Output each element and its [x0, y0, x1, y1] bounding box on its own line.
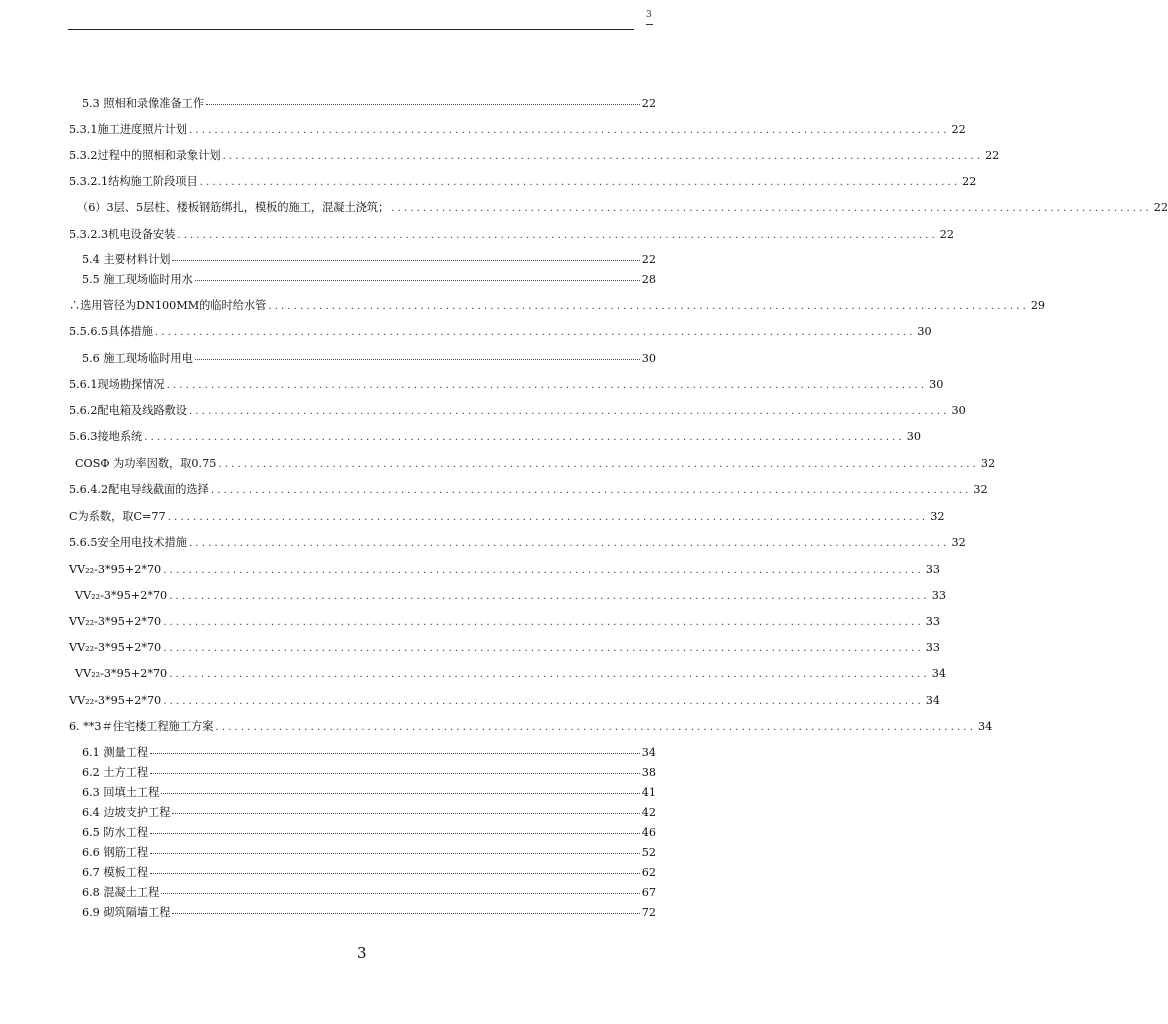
toc-dot-leader: ........................................................................................................................	[167, 511, 929, 523]
toc-entry-label: 5.4 主要材料计划	[82, 253, 171, 266]
toc-dot-leader	[172, 904, 639, 914]
toc-entry-label: 5.6.4.2配电导线截面的选择	[69, 483, 209, 496]
toc-entry[interactable]	[82, 766, 656, 780]
toc-entry-label: 6.4 边坡支护工程	[82, 806, 171, 819]
toc-dot-leader	[150, 844, 640, 854]
toc-dot-leader: ........................................................................................................................	[163, 642, 924, 654]
toc-entry-label: VV₂₂-3*95+2*70	[69, 641, 162, 654]
toc-entry[interactable]	[69, 694, 940, 708]
toc-entry[interactable]	[69, 299, 1046, 313]
toc-dot-leader: ........................................................................................................................	[166, 379, 928, 391]
toc-dot-leader	[150, 744, 640, 754]
toc-entry-page-number: 38	[641, 766, 656, 779]
toc-entry[interactable]	[69, 563, 940, 577]
toc-entry[interactable]	[82, 826, 656, 840]
toc-entry-label: 5.3.1施工进度照片计划	[69, 123, 187, 136]
toc-entry-page-number: 32	[930, 510, 945, 523]
toc-dot-leader	[150, 764, 640, 774]
toc-entry-page-number: 42	[641, 806, 656, 819]
toc-entry[interactable]	[69, 536, 966, 550]
toc-dot-leader: ........................................................................................................................	[163, 695, 924, 707]
toc-entry-page-number: 32	[980, 457, 996, 470]
toc-entry-label: 6.2 土方工程	[82, 766, 149, 779]
toc-entry[interactable]	[82, 846, 656, 860]
header-dash	[646, 24, 653, 25]
toc-dot-leader	[206, 95, 640, 105]
toc-entry-page-number: 22	[951, 123, 966, 136]
toc-entry-page-number: 41	[641, 786, 656, 799]
toc-entry-page-number: 22	[939, 228, 955, 241]
toc-entry-page-number: 30	[951, 404, 966, 417]
toc-dot-leader: ........................................................................................................................	[169, 590, 930, 602]
toc-entry-page-number: 30	[929, 378, 944, 391]
toc-dot-leader: ........................................................................................................................	[268, 300, 1029, 312]
toc-dot-leader: ........................................................................................................................	[144, 431, 905, 443]
toc-entry[interactable]	[69, 641, 940, 655]
toc-entry-label: 5.5.6.5具体措施	[69, 325, 153, 338]
toc-entry-page-number: 33	[925, 563, 940, 576]
toc-entry-label: 5.5 施工现场临时用水	[82, 273, 193, 286]
toc-entry[interactable]	[82, 786, 656, 800]
toc-entry-label: VV₂₂-3*95+2*70	[75, 667, 168, 680]
toc-entry[interactable]	[82, 866, 656, 880]
toc-dot-leader: ........................................................................................................................	[163, 564, 924, 576]
header-page-number: 3	[646, 10, 652, 20]
toc-entry-label: VV₂₂-3*95+2*70	[69, 615, 162, 628]
toc-entry[interactable]	[69, 378, 944, 392]
toc-dot-leader: ........................................................................................................................	[215, 721, 976, 733]
toc-entry-label: 6. **3＃住宅楼工程施工方案	[69, 720, 214, 733]
toc-entry[interactable]	[69, 615, 940, 629]
toc-dot-leader: ........................................................................................................................	[188, 124, 950, 136]
toc-entry[interactable]	[69, 123, 966, 137]
toc-dot-leader	[172, 251, 639, 261]
toc-entry-page-number: 34	[925, 694, 940, 707]
toc-dot-leader: ........................................................................................................................	[188, 537, 950, 549]
toc-entry[interactable]	[69, 325, 932, 339]
toc-entry-page-number: 30	[906, 430, 921, 443]
toc-entry[interactable]	[69, 404, 966, 418]
toc-entry-label: 6.1 测量工程	[82, 746, 149, 759]
toc-entry-page-number: 29	[1030, 299, 1046, 312]
toc-entry-page-number: 32	[951, 536, 966, 549]
toc-dot-leader	[172, 804, 639, 814]
toc-entry-page-number: 34	[977, 720, 993, 733]
toc-dot-leader: ........................................................................................................................	[391, 202, 1152, 214]
toc-entry-label: 5.6 施工现场临时用电	[82, 352, 193, 365]
toc-entry-page-number: 32	[973, 483, 988, 496]
toc-entry-page-number: 33	[925, 615, 940, 628]
toc-entry-label: 6.7 模板工程	[82, 866, 149, 879]
toc-entry[interactable]	[82, 352, 656, 366]
toc-entry[interactable]	[82, 253, 656, 267]
toc-entry-page-number: 22	[985, 149, 1000, 162]
toc-dot-leader: ........................................................................................................................	[210, 484, 972, 496]
toc-entry[interactable]	[82, 806, 656, 820]
toc-dot-leader: ........................................................................................................................	[163, 616, 924, 628]
toc-entry-page-number: 22	[962, 175, 977, 188]
toc-entry-label: C为系数，取C=77	[69, 510, 166, 523]
toc-entry-page-number: 22	[641, 97, 656, 110]
toc-entry-label: 5.3.2.1结构施工阶段项目	[69, 175, 198, 188]
toc-dot-leader	[161, 884, 639, 894]
toc-entry-label: 5.6.5安全用电技术措施	[69, 536, 187, 549]
toc-entry[interactable]	[82, 273, 656, 287]
toc-entry[interactable]	[75, 667, 946, 681]
toc-entry-label: 5.3.2.3机电设备安装	[69, 228, 176, 241]
footer-page-number: 3	[357, 944, 367, 962]
toc-entry-page-number: 52	[641, 846, 656, 859]
toc-entry-label: VV₂₂-3*95+2*70	[69, 694, 162, 707]
toc-entry-page-number: 33	[925, 641, 940, 654]
toc-entry[interactable]	[69, 149, 1000, 163]
toc-entry-page-number: 22	[641, 253, 656, 266]
toc-entry[interactable]	[77, 201, 1168, 215]
toc-entry-page-number: 46	[641, 826, 656, 839]
toc-dot-leader	[195, 271, 640, 281]
toc-entry[interactable]	[69, 228, 955, 242]
toc-entry-label: （6）3层、5层柱、楼板钢筋绑扎，模板的施工，混凝土浇筑；	[77, 201, 390, 214]
toc-entry-label: VV₂₂-3*95+2*70	[75, 589, 168, 602]
toc-entry-label: 6.8 混凝土工程	[82, 886, 160, 899]
toc-entry-label: 5.3.2过程中的照相和录象计划	[69, 149, 221, 162]
toc-entry[interactable]	[82, 746, 656, 760]
toc-entry-page-number: 34	[641, 746, 656, 759]
toc-entry-page-number: 62	[641, 866, 656, 879]
header-rule	[68, 29, 634, 30]
toc-entry-page-number: 72	[641, 906, 656, 919]
toc-entry-label: 6.5 防水工程	[82, 826, 149, 839]
toc-entry-label: 6.6 钢筋工程	[82, 846, 149, 859]
toc-entry[interactable]	[69, 175, 977, 189]
toc-entry-page-number: 67	[641, 886, 656, 899]
toc-dot-leader: ........................................................................................................................	[154, 326, 916, 338]
toc-dot-leader	[161, 784, 639, 794]
toc-dot-leader: ........................................................................................................................	[169, 668, 930, 680]
toc-dot-leader: ........................................................................................................................	[188, 405, 950, 417]
toc-entry-page-number: 34	[931, 667, 946, 680]
toc-dot-leader: ........................................................................................................................	[177, 229, 938, 241]
toc-entry-label: 5.6.3接地系统	[69, 430, 143, 443]
toc-dot-leader	[150, 864, 640, 874]
toc-entry[interactable]	[75, 589, 946, 603]
toc-entry-page-number: 30	[641, 352, 656, 365]
toc-entry-page-number: 22	[1153, 201, 1168, 214]
toc-entry[interactable]	[82, 886, 656, 900]
toc-entry-label: 6.9 砌筑隔墙工程	[82, 906, 171, 919]
toc-dot-leader: ........................................................................................................................	[218, 458, 979, 470]
toc-entry[interactable]	[69, 510, 945, 524]
toc-entry-page-number: 28	[641, 273, 656, 286]
toc-entry-label: ∴选用管径为DN100MM的临时给水管	[69, 299, 267, 312]
toc-entry[interactable]	[82, 906, 656, 920]
toc-entry-label: 5.6.2配电箱及线路敷设	[69, 404, 187, 417]
toc-entry-page-number: 33	[931, 589, 946, 602]
toc-dot-leader	[195, 350, 640, 360]
toc-entry[interactable]	[69, 430, 921, 444]
toc-entry-label: 6.3 回填土工程	[82, 786, 160, 799]
toc-dot-leader: ........................................................................................................................	[199, 176, 961, 188]
toc-entry[interactable]	[75, 457, 996, 471]
toc-entry[interactable]	[69, 720, 993, 734]
toc-entry[interactable]	[69, 483, 988, 497]
toc-dot-leader	[150, 824, 640, 834]
toc-entry-label: 5.3 照相和录像准备工作	[82, 97, 205, 110]
toc-entry[interactable]	[82, 97, 656, 111]
toc-entry-label: VV₂₂-3*95+2*70	[69, 563, 162, 576]
toc-entry-label: COSΦ 为功率因数，取0.75	[75, 457, 217, 470]
toc-entry-label: 5.6.1现场勘探情况	[69, 378, 165, 391]
toc-entry-page-number: 30	[917, 325, 932, 338]
toc-dot-leader: ........................................................................................................................	[222, 150, 984, 162]
